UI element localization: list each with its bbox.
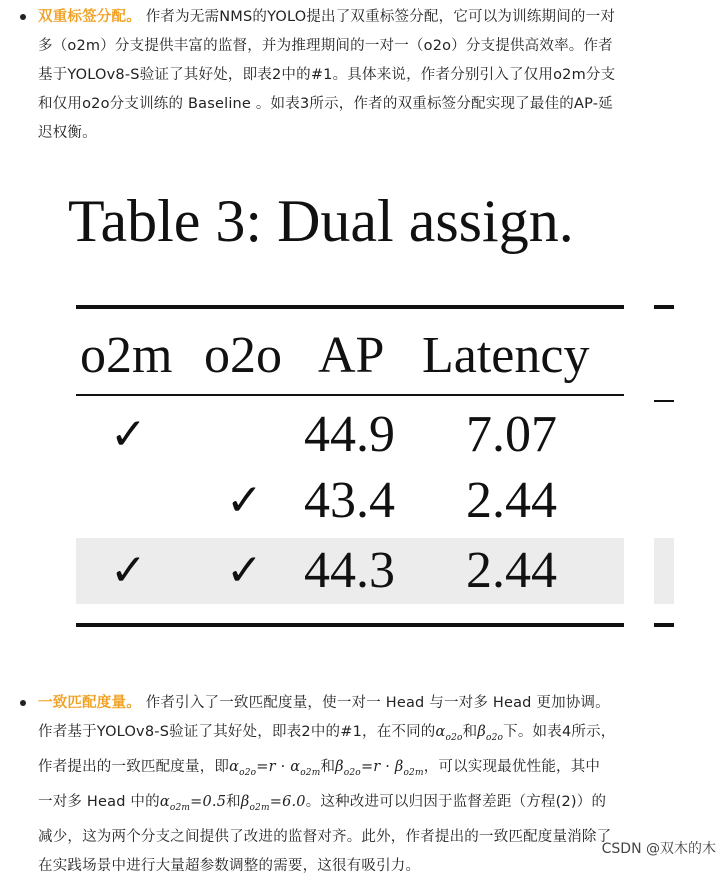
bullet-marker [20,700,26,706]
table3-figure [64,185,674,645]
col-header-latency: Latency [422,327,590,384]
table-caption: Table 3: Dual assign. [68,188,574,254]
para1-line1: 双重标签分配。 作者为无需NMS的YOLO提出了双重标签分配，它可以为训练期间的一对 [38,9,616,25]
para1-line2: 多（o2m）分支提供丰富的监督，并为推理期间的一对一（o2o）分支提供高效率。作者 [38,38,613,54]
para2-line1: 一致匹配度量。 作者引入了一致匹配度量，使一对一 Head 与一对多 Head 更加协调。 [38,695,610,711]
para2-line2: 作者基于YOLOv8-S验证了其好处，即表2中的#1，在不同的$\alpha_{o2o}$和$\beta_{o2o}$下。如表4所示， [38,724,616,743]
row3-latency: 2.44 [466,542,557,599]
highlight-consistent-matching: 一致匹配度量。 [38,695,141,711]
para1-line4: 和仅用o2o分支训练的 Baseline 。如表3所示，作者的双重标签分配实现了最佳的AP-延 [38,96,613,112]
para2-line5: 减少，这为两个分支之间提供了改进的监督对齐。此外，作者提出的一致匹配度量消除了 [38,828,612,845]
table-row-highlighted [76,538,624,604]
row3-o2o-check: ✓ [226,545,263,596]
formula-beta-o2o: $\beta_{o2o}$ [477,724,504,743]
para2-line6: 在实践场景中进行大量超参数调整的需要，这很有吸引力。 [38,857,421,874]
table-header-rule [76,394,624,396]
formula-alpha-o2o: $\alpha_{o2o}$ [435,724,463,743]
csdn-watermark: CSDN @双木的木 [601,841,716,857]
row1-latency: 7.07 [466,406,557,463]
para2-line4: 一对多 Head 中的$\alpha_{o2m}=0.5$和$\beta_{o2m}=6.0$。这种改进可以归因于监督差距（方程(2)）的 [38,793,607,813]
paragraph-consistent-matching [38,689,698,881]
col-header-ap: AP [318,327,385,384]
cropped-adjacent-table-rule-2 [654,400,674,402]
cropped-adjacent-table-rule-3 [654,623,674,627]
para1-line5: 迟权衡。 [38,125,97,141]
table-top-rule [76,305,624,309]
para2-line3: 作者提出的一致匹配度量，即$\alpha_{o2o}=r \cdot \alpha_{o2m}$和$\beta_{o2o}=r \cdot \beta_{o2m}$，可以实现最优性能，其中 [38,758,601,778]
formula-beta-value: $\beta_{o2m}=6.0$ [240,793,306,813]
formula-alpha-value: $\alpha_{o2m}=0.5$ [159,793,227,813]
row2-latency: 2.44 [466,472,557,529]
cropped-adjacent-table-rule [654,305,674,309]
formula-alpha-relation: $\alpha_{o2o}=r \cdot \alpha_{o2m}$ [229,758,321,778]
formula-beta-relation: $\beta_{o2o}=r \cdot \beta_{o2m}$ [335,758,424,778]
bullet-marker [20,14,26,20]
table-row [64,402,624,468]
row2-ap: 43.4 [304,472,395,529]
row1-o2m-check: ✓ [110,409,147,460]
paragraph-dual-assignment [38,3,678,148]
col-header-o2o: o2o [204,327,282,384]
para1-line3: 基于YOLOv8-S验证了其好处，即表2中的#1。具体来说，作者分别引入了仅用o2m分支 [38,67,616,83]
table-bottom-rule [76,623,624,627]
table-row [64,468,624,534]
col-header-o2m: o2m [80,327,173,384]
row3-ap: 44.3 [304,542,395,599]
highlight-dual-assignment: 双重标签分配。 [38,9,141,25]
row1-ap: 44.9 [304,406,395,463]
row2-o2o-check: ✓ [226,475,263,526]
cropped-adjacent-table-shade [654,538,674,604]
row3-o2m-check: ✓ [110,545,147,596]
